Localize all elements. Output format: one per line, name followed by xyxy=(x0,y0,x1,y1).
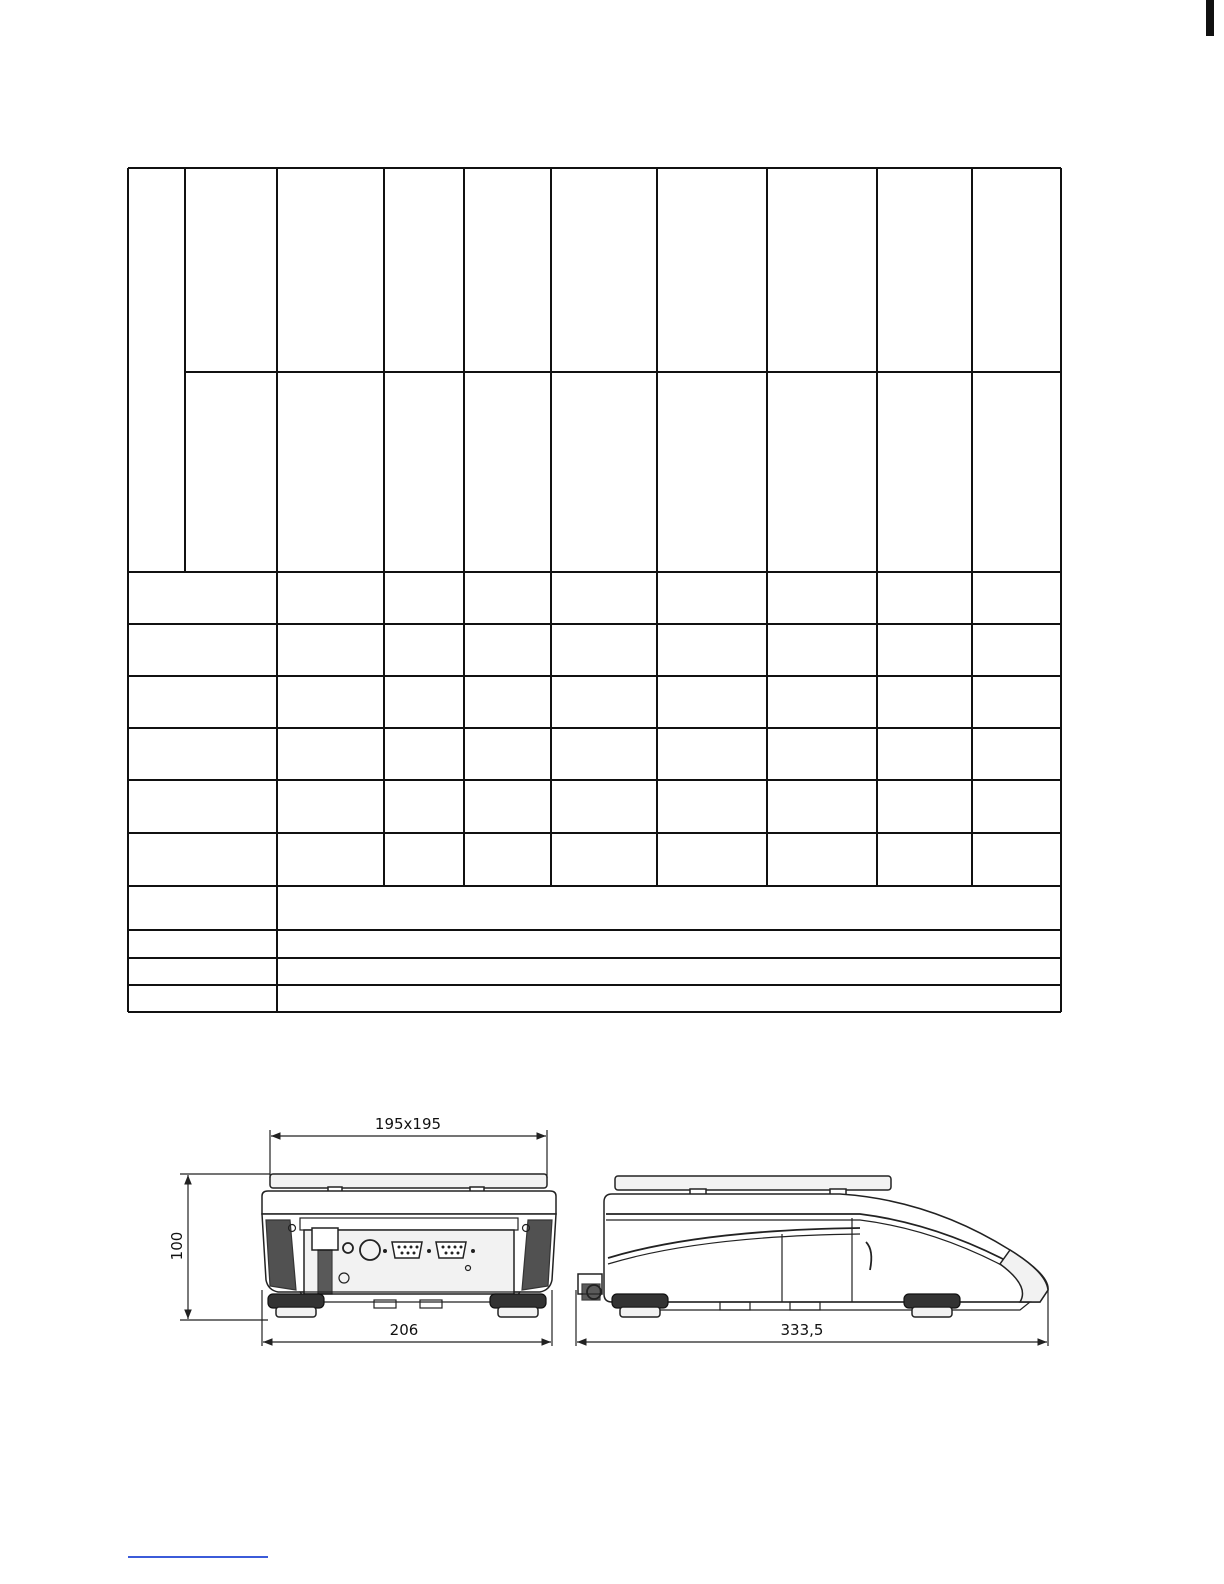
housing-top-front xyxy=(262,1191,556,1214)
dim-side-depth: 333,5 xyxy=(780,1321,824,1339)
dim-height: 100 xyxy=(168,1231,186,1261)
rs232-port-2 xyxy=(436,1242,466,1258)
front-view xyxy=(262,1174,556,1317)
foot-left-front xyxy=(268,1294,324,1308)
side-view xyxy=(578,1176,1048,1317)
dim-front-width: 206 xyxy=(389,1321,419,1339)
foot-front-side xyxy=(904,1294,960,1308)
footer-link-underline xyxy=(128,1556,268,1558)
rs232-port-1 xyxy=(392,1242,422,1258)
dim-platform-size: 195x195 xyxy=(374,1115,442,1133)
weighing-pan-front xyxy=(270,1174,547,1188)
foot-right-front xyxy=(490,1294,546,1308)
weighing-pan-side xyxy=(615,1176,891,1190)
foot-rear-side xyxy=(612,1294,668,1308)
